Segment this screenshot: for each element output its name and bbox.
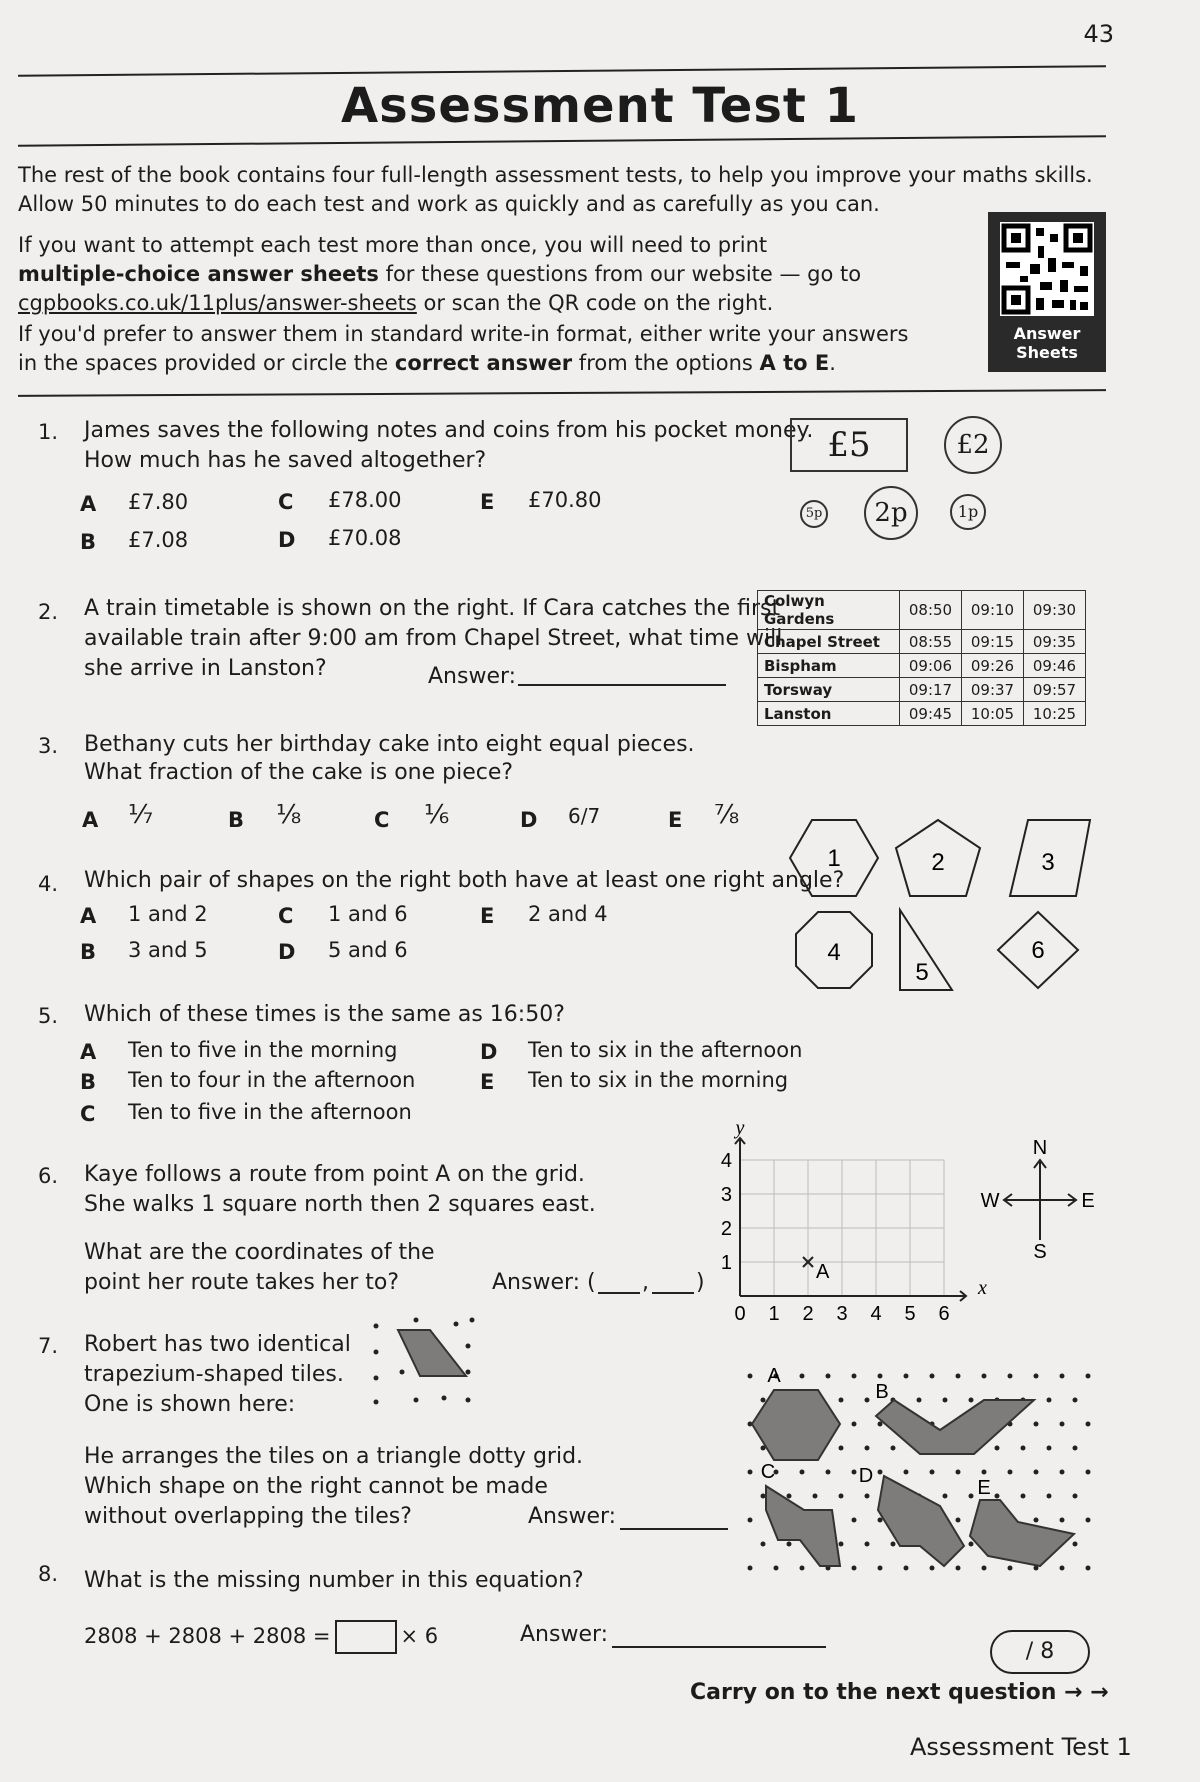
shape-5-label: 5: [915, 959, 929, 986]
q1-text-2: How much has he saved altogether?: [84, 448, 487, 473]
grid-dot: [865, 1542, 870, 1547]
intro-line-5: [18, 290, 773, 317]
q4-option-d[interactable]: 5 and 6: [328, 938, 408, 962]
q7-text-2: trapezium-shaped tiles.: [84, 1362, 344, 1387]
shape-d-label: D: [858, 1465, 874, 1487]
timetable-row: [758, 654, 1086, 678]
q6-text-3: What are the coordinates of the: [84, 1240, 435, 1265]
grid-dot: [956, 1470, 961, 1475]
page-number: 43: [1083, 20, 1114, 48]
intro-bold-correct-answer: correct answer: [394, 351, 573, 375]
intro-line-7: [18, 350, 836, 377]
compass-e: E: [1081, 1190, 1095, 1212]
x-axis-label: x: [978, 1277, 987, 1299]
compass: [980, 1137, 1095, 1263]
q4-option-a-letter[interactable]: A: [80, 904, 97, 928]
grid-dot: [1060, 1422, 1065, 1427]
grid-dot: [1047, 1398, 1052, 1403]
intro-line-4: [18, 261, 861, 288]
grid-dot: [748, 1470, 753, 1475]
q3-number: 3.: [38, 734, 59, 758]
timetable-station: Chapel Street: [758, 630, 900, 654]
q8-equation-left: 2808 + 2808 + 2808 =: [84, 1624, 331, 1648]
grid-dot: [995, 1446, 1000, 1451]
intro-line-2: Allow 50 minutes to do each test and work as quickly and as carefully as you can.: [18, 192, 880, 216]
grid-dot: [800, 1374, 805, 1379]
y-tick-label: 4: [720, 1150, 732, 1172]
q4-shapes: [780, 810, 1100, 1010]
shape-a-label: A: [767, 1365, 781, 1387]
grid-dot: [1008, 1374, 1013, 1379]
intro-rule: [18, 389, 1106, 397]
shape-b-label: B: [875, 1381, 889, 1403]
q5-option-e[interactable]: Ten to six in the morning: [528, 1068, 789, 1092]
train-timetable: [757, 590, 1086, 726]
x-tick-label: 1: [768, 1303, 780, 1325]
q5-option-b-letter[interactable]: B: [80, 1070, 97, 1094]
grid-dot: [904, 1374, 909, 1379]
q1-option-b-letter[interactable]: B: [80, 530, 97, 554]
q7-text-6: without overlapping the tiles?: [84, 1504, 412, 1529]
grid-dot: [826, 1374, 831, 1379]
five-pound-note: [790, 418, 908, 472]
q5-option-c-letter[interactable]: C: [80, 1102, 96, 1126]
intro-line-7a: in the spaces provided or circle the: [18, 351, 395, 375]
grid-dot: [969, 1494, 974, 1499]
q3-option-b-letter[interactable]: B: [228, 808, 245, 832]
q8-missing-number-box: [335, 1620, 397, 1654]
q3-option-a[interactable]: ⅐: [128, 800, 154, 830]
shape-6-label: 6: [1031, 937, 1045, 964]
q4-option-b[interactable]: 3 and 5: [128, 938, 208, 962]
coin-two-pounds: [944, 416, 1002, 474]
grid-dot: [943, 1398, 948, 1403]
q8-answer-field[interactable]: [612, 1646, 826, 1648]
grid-dot: [852, 1422, 857, 1427]
x-tick-label: 2: [802, 1303, 814, 1325]
x-tick-label: 0: [734, 1303, 746, 1325]
grid-dot: [839, 1494, 844, 1499]
grid-dot: [1073, 1398, 1078, 1403]
q6-number: 6.: [38, 1164, 59, 1188]
trapezium-tile: [398, 1330, 466, 1376]
q8-text-1: What is the missing number in this equation?: [84, 1568, 584, 1593]
y-axis-label: y: [735, 1117, 745, 1139]
q6-text-4: point her route takes her to?: [84, 1270, 400, 1295]
grid-dot: [1021, 1494, 1026, 1499]
grid-dot: [982, 1374, 987, 1379]
shape-3-label: 3: [1041, 849, 1055, 876]
grid-dot: [774, 1566, 779, 1571]
grid-dot: [878, 1566, 883, 1571]
grid-dot: [982, 1470, 987, 1475]
timetable-time: 09:46: [1024, 654, 1086, 678]
q4-option-e[interactable]: 2 and 4: [528, 902, 608, 926]
q5-text-1: Which of these times is the same as 16:50?: [84, 1002, 565, 1027]
q6-answer-close: ): [696, 1270, 705, 1295]
grid-dot: [956, 1566, 961, 1571]
grid-dot: [1086, 1566, 1091, 1571]
carry-on-text: Carry on to the next question → →: [690, 1680, 1109, 1705]
q4-number: 4.: [38, 872, 59, 896]
q3-option-d[interactable]: 6/7: [568, 804, 601, 828]
q2-text-3: she arrive in Lanston?: [84, 656, 327, 681]
intro-line-4-rest: for these questions from our website — go to: [378, 262, 862, 286]
grid-dot: [1008, 1566, 1013, 1571]
q3-text-2: What fraction of the cake is one piece?: [84, 760, 514, 785]
q6-text-2: She walks 1 square north then 2 squares east.: [84, 1192, 596, 1217]
grid-dot: [878, 1518, 883, 1523]
timetable-row: [758, 591, 1086, 630]
timetable-time: 08:55: [900, 630, 962, 654]
grid-dot: [761, 1494, 766, 1499]
timetable-time: 09:35: [1024, 630, 1086, 654]
grid-dot: [1021, 1446, 1026, 1451]
grid-dot: [969, 1542, 974, 1547]
q3-option-a-letter[interactable]: A: [82, 808, 99, 832]
intro-line-7c: .: [829, 351, 836, 375]
q4-option-c-letter[interactable]: C: [278, 904, 294, 928]
timetable-time: 09:06: [900, 654, 962, 678]
q6-answer-separator: ,: [642, 1270, 649, 1295]
grid-dot: [787, 1494, 792, 1499]
grid-dot: [1086, 1470, 1091, 1475]
y-tick-label: 3: [720, 1184, 732, 1206]
timetable-time: 08:50: [900, 591, 962, 630]
point-a-label: A: [816, 1261, 830, 1283]
shape-c-label: C: [760, 1461, 776, 1483]
grid-dot: [787, 1542, 792, 1547]
grid-dot: [826, 1470, 831, 1475]
q7-text-4: He arranges the tiles on a triangle dotty grid.: [84, 1444, 584, 1469]
grid-dot: [865, 1398, 870, 1403]
coin-5p-label: 5p: [805, 506, 823, 521]
timetable-row: [758, 702, 1086, 726]
grid-dot: [995, 1494, 1000, 1499]
q3-option-e-letter[interactable]: E: [668, 808, 683, 832]
grid-dot: [1086, 1518, 1091, 1523]
q1-text-1: James saves the following notes and coins from his pocket money.: [84, 418, 814, 443]
coin-2p: [864, 486, 918, 540]
x-tick-label: 3: [836, 1303, 848, 1325]
compass-n: N: [1032, 1137, 1048, 1159]
grid-dot: [1008, 1470, 1013, 1475]
qr-label-line-2: Sheets: [1016, 343, 1078, 362]
timetable-station: Lanston: [758, 702, 900, 726]
timetable-time: 10:25: [1024, 702, 1086, 726]
qr-label-line-1: Answer: [1013, 324, 1081, 343]
grid-dot: [800, 1470, 805, 1475]
q2-number: 2.: [38, 600, 59, 624]
grid-dot: [891, 1542, 896, 1547]
q5-option-d[interactable]: Ten to six in the afternoon: [528, 1038, 803, 1062]
grid-dot: [761, 1542, 766, 1547]
coin-1p-label: 1p: [957, 502, 979, 521]
q7-text-1: Robert has two identical: [84, 1332, 351, 1357]
q7-answer-field[interactable]: [620, 1528, 728, 1530]
grid-dot: [1073, 1542, 1078, 1547]
page-title: Assessment Test 1: [341, 78, 859, 134]
coin-2p-label: 2p: [874, 498, 908, 528]
q6-answer-x-field[interactable]: [598, 1292, 640, 1294]
q4-option-a[interactable]: 1 and 2: [128, 902, 208, 926]
footer-title: Assessment Test 1: [910, 1733, 1132, 1761]
grid-dot: [748, 1518, 753, 1523]
timetable-time: 09:10: [962, 591, 1024, 630]
grid-dot: [852, 1374, 857, 1379]
shape-e: [970, 1500, 1074, 1566]
grid-dot: [930, 1566, 935, 1571]
timetable-row: [758, 678, 1086, 702]
intro-bold-answer-sheets: multiple-choice answer sheets: [18, 262, 379, 286]
q3-option-b[interactable]: ⅛: [276, 800, 302, 830]
q5-option-b[interactable]: Ten to four in the afternoon: [128, 1068, 416, 1092]
q3-text-1: Bethany cuts her birthday cake into eight equal pieces.: [84, 732, 695, 757]
qr-code-panel[interactable]: [988, 212, 1106, 372]
intro-line-1: The rest of the book contains four full-length assessment tests, to help you improve your maths skills.: [18, 163, 1093, 187]
q5-option-a[interactable]: Ten to five in the morning: [128, 1038, 398, 1062]
grid-dot: [1034, 1470, 1039, 1475]
compass-w: W: [980, 1190, 1000, 1212]
q4-option-e-letter[interactable]: E: [480, 904, 495, 928]
x-tick-label: 5: [904, 1303, 916, 1325]
grid-dot: [1073, 1446, 1078, 1451]
title-rule-bottom: [18, 135, 1106, 146]
q2-answer-label: Answer:: [428, 664, 517, 689]
timetable-station: Bispham: [758, 654, 900, 678]
grid-dot: [800, 1566, 805, 1571]
q3-option-d-letter[interactable]: D: [520, 808, 538, 832]
q4-option-b-letter[interactable]: B: [80, 940, 97, 964]
grid-dot: [878, 1374, 883, 1379]
score-box: / 8: [990, 1630, 1090, 1674]
grid-dot: [839, 1542, 844, 1547]
qr-code-icon: [1000, 222, 1094, 316]
timetable-time: 09:17: [900, 678, 962, 702]
timetable-time: 09:26: [962, 654, 1024, 678]
q1-option-d[interactable]: £70.08: [328, 526, 402, 550]
grid-dot: [943, 1494, 948, 1499]
timetable-time: 10:05: [962, 702, 1024, 726]
grid-dot: [748, 1374, 753, 1379]
grid-dot: [1034, 1422, 1039, 1427]
shape-e-label: E: [977, 1477, 991, 1499]
q3-option-c[interactable]: ⅙: [424, 800, 450, 830]
shape-1-label: 1: [827, 845, 841, 872]
timetable-station: Colwyn Gardens: [758, 591, 900, 630]
grid-dot: [982, 1566, 987, 1571]
timetable-time: 09:30: [1024, 591, 1086, 630]
y-tick-label: 2: [720, 1218, 732, 1240]
timetable-time: 09:15: [962, 630, 1024, 654]
q3-option-e[interactable]: ⅞: [714, 800, 740, 830]
q7-answer-label: Answer:: [528, 1504, 617, 1529]
q5-option-c[interactable]: Ten to five in the afternoon: [128, 1100, 412, 1124]
q6-answer-y-field[interactable]: [652, 1292, 694, 1294]
grid-dot: [891, 1446, 896, 1451]
five-pound-note-label: £5: [827, 425, 871, 465]
grid-dot: [917, 1398, 922, 1403]
q7-number: 7.: [38, 1334, 59, 1358]
q1-option-d-letter[interactable]: D: [278, 528, 296, 552]
grid-dot: [904, 1470, 909, 1475]
answer-sheets-link[interactable]: cgpbooks.co.uk/11plus/answer-sheets: [18, 291, 417, 315]
q8-number: 8.: [38, 1562, 59, 1586]
grid-dot: [956, 1374, 961, 1379]
q3-option-c-letter[interactable]: C: [374, 808, 390, 832]
grid-dot: [1034, 1374, 1039, 1379]
q5-option-e-letter[interactable]: E: [480, 1070, 495, 1094]
title-rule-top: [18, 65, 1106, 76]
timetable-row: [758, 630, 1086, 654]
grid-dot: [930, 1470, 935, 1475]
q2-answer-field[interactable]: [518, 684, 726, 686]
shape-c: [766, 1486, 840, 1566]
q2-text-1: A train timetable is shown on the right. If Cara catches the first: [84, 596, 781, 621]
compass-s: S: [1033, 1241, 1047, 1263]
grid-dot: [1047, 1446, 1052, 1451]
q7-text-5: Which shape on the right cannot be made: [84, 1474, 548, 1499]
grid-dot: [878, 1470, 883, 1475]
grid-dot: [748, 1566, 753, 1571]
q1-option-a-letter[interactable]: A: [80, 492, 97, 516]
grid-dot: [1086, 1374, 1091, 1379]
grid-dot: [1060, 1566, 1065, 1571]
q5-option-a-letter[interactable]: A: [80, 1040, 97, 1064]
grid-dot: [930, 1374, 935, 1379]
grid-dot: [969, 1398, 974, 1403]
intro-line-3: If you want to attempt each test more than once, you will need to print: [18, 233, 768, 257]
q8-equation: [84, 1620, 438, 1654]
grid-dot: [1060, 1374, 1065, 1379]
q8-equation-right: × 6: [400, 1624, 439, 1648]
q1-number: 1.: [38, 420, 59, 444]
grid-dot: [839, 1398, 844, 1403]
q7-text-3: One is shown here:: [84, 1392, 296, 1417]
grid-dot: [839, 1446, 844, 1451]
grid-dot: [852, 1470, 857, 1475]
q6-text-1: Kaye follows a route from point A on the grid.: [84, 1162, 585, 1187]
q8-answer-label: Answer:: [520, 1622, 609, 1647]
coordinate-grid: [720, 1110, 1000, 1325]
timetable-station: Torsway: [758, 678, 900, 702]
intro-bold-a-to-e: A to E: [759, 351, 830, 375]
q5-option-d-letter[interactable]: D: [480, 1040, 498, 1064]
grid-dot: [1086, 1422, 1091, 1427]
grid-dot: [865, 1446, 870, 1451]
grid-dot: [904, 1566, 909, 1571]
q4-option-d-letter[interactable]: D: [278, 940, 296, 964]
shape-d: [878, 1476, 964, 1566]
intro-line-7b: from the options: [572, 351, 760, 375]
q1-option-b[interactable]: £7.08: [128, 528, 189, 552]
timetable-time: 09:45: [900, 702, 962, 726]
q6-answer-label: Answer: (: [492, 1270, 596, 1295]
grid-dot: [761, 1398, 766, 1403]
q1-option-e-letter[interactable]: E: [480, 490, 495, 514]
q4-text-1: Which pair of shapes on the right both have at least one right angle?: [84, 868, 845, 893]
timetable-time: 09:37: [962, 678, 1024, 702]
shape-b: [876, 1400, 1034, 1454]
grid-dot: [813, 1494, 818, 1499]
x-tick-label: 4: [870, 1303, 882, 1325]
grid-dot: [1047, 1494, 1052, 1499]
coin-5p: [800, 500, 828, 528]
q1-option-c[interactable]: £78.00: [328, 488, 402, 512]
grid-dot: [1034, 1518, 1039, 1523]
grid-dot: [956, 1518, 961, 1523]
coin-two-pounds-label: £2: [956, 430, 990, 460]
coin-1p: [950, 494, 986, 530]
q1-option-c-letter[interactable]: C: [278, 490, 294, 514]
grid-dot: [1060, 1518, 1065, 1523]
q5-number: 5.: [38, 1004, 59, 1028]
intro-line-6: If you'd prefer to answer them in standard write-in format, either write your answers: [18, 322, 909, 346]
qr-label: [988, 324, 1106, 362]
grid-dot: [852, 1566, 857, 1571]
shape-4-label: 4: [827, 939, 841, 966]
timetable-time: 09:57: [1024, 678, 1086, 702]
y-tick-label: 1: [720, 1252, 732, 1274]
trapezium-tile-example: [372, 1316, 482, 1406]
q4-option-c[interactable]: 1 and 6: [328, 902, 408, 926]
grid-dot: [1060, 1470, 1065, 1475]
shape-2-label: 2: [931, 849, 945, 876]
grid-dot: [865, 1494, 870, 1499]
dotty-grid-shapes: [744, 1365, 1104, 1570]
x-tick-label: 6: [938, 1303, 950, 1325]
q2-text-2: available train after 9:00 am from Chapel Street, what time will: [84, 626, 783, 651]
q1-option-e[interactable]: £70.80: [528, 488, 602, 512]
q1-option-a[interactable]: £7.80: [128, 490, 189, 514]
grid-dot: [852, 1518, 857, 1523]
intro-line-5-rest: or scan the QR code on the right.: [416, 291, 774, 315]
grid-dot: [1073, 1494, 1078, 1499]
